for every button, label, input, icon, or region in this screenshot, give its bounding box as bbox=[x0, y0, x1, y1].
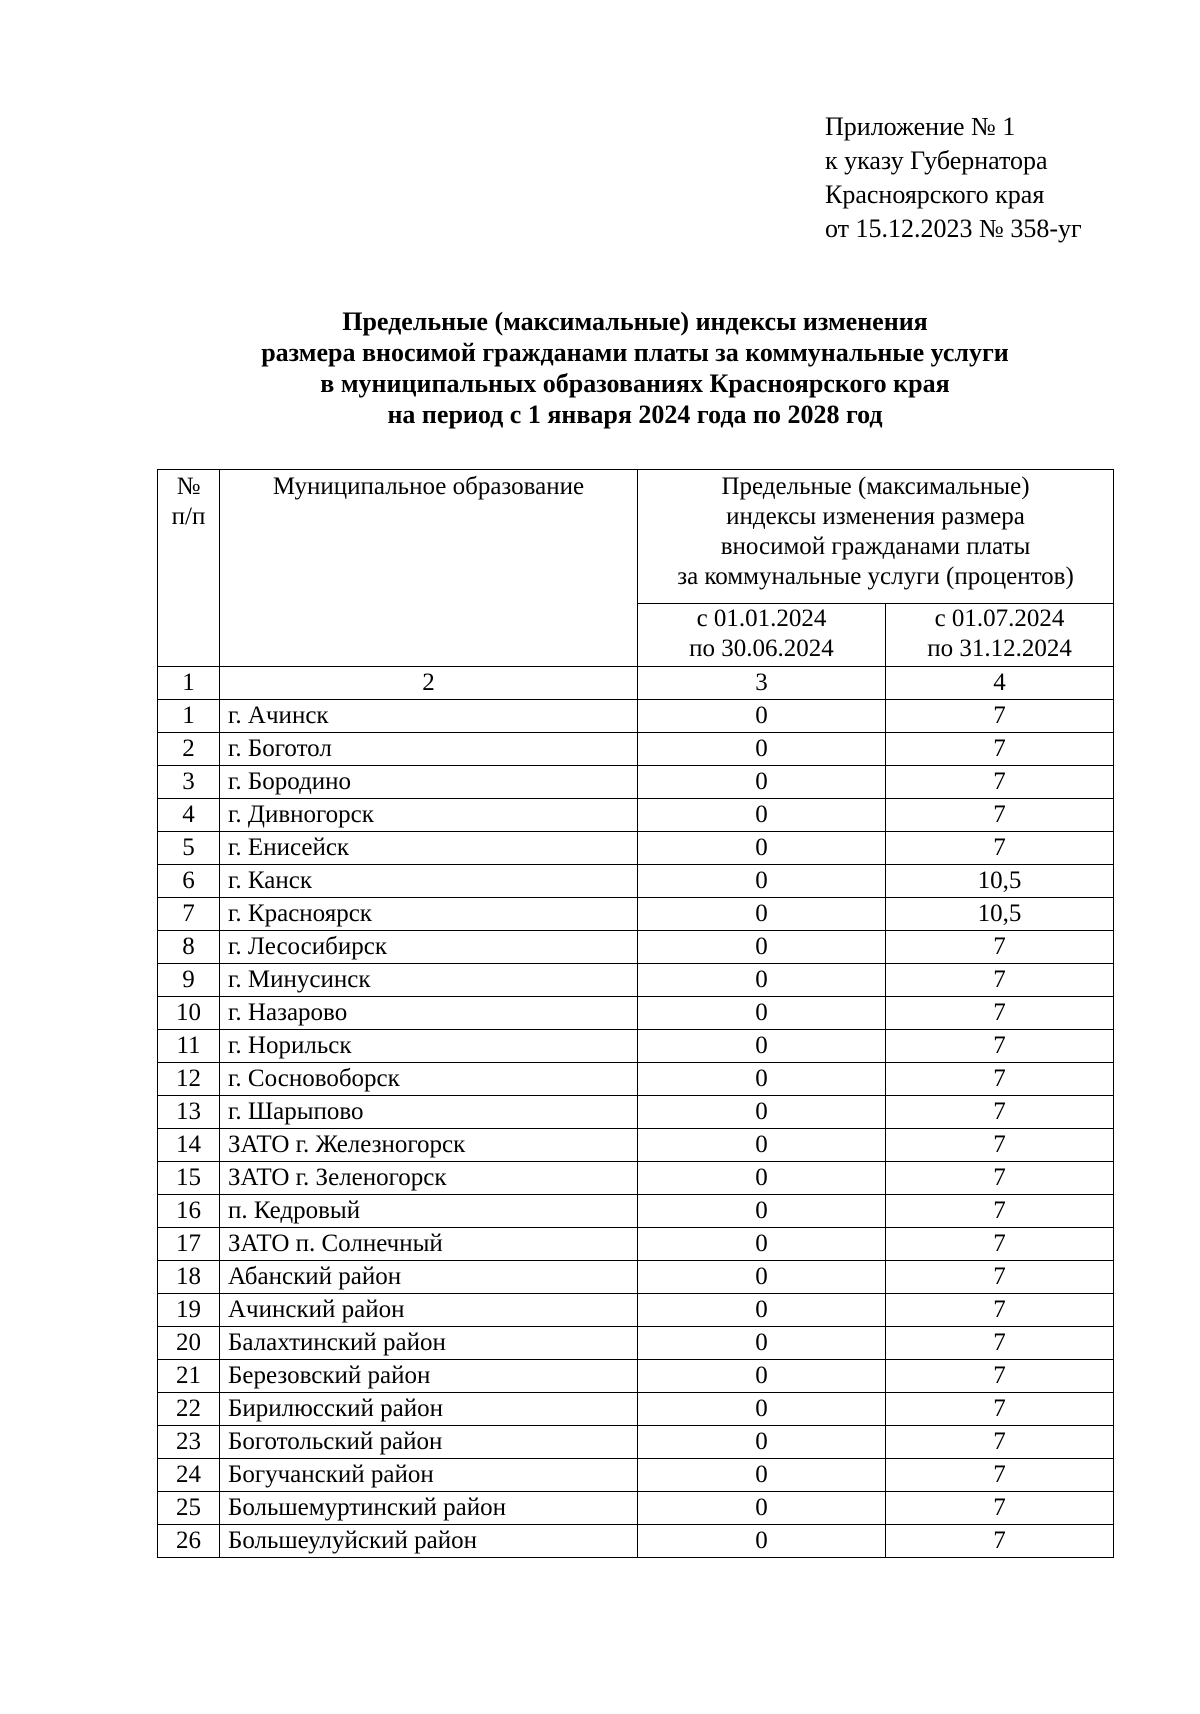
row-municipality: ЗАТО г. Железногорск bbox=[220, 1129, 638, 1162]
period-2-line-1: с 01.07.2024 bbox=[934, 605, 1065, 632]
indices-table bbox=[157, 469, 1114, 1558]
row-index-period-2: 7 bbox=[886, 1492, 1114, 1525]
row-number: 13 bbox=[158, 1096, 220, 1129]
appendix-reference bbox=[825, 110, 1082, 246]
row-index-period-2: 7 bbox=[886, 1459, 1114, 1492]
appendix-line-1: Приложение № 1 bbox=[825, 112, 1016, 141]
header-group-line-4: за коммунальные услуги (процентов) bbox=[677, 563, 1074, 590]
row-index-period-2: 10,5 bbox=[886, 865, 1114, 898]
header-number bbox=[158, 470, 220, 667]
table-row bbox=[158, 898, 1114, 931]
row-index-period-2: 7 bbox=[886, 1195, 1114, 1228]
row-index-period-1: 0 bbox=[638, 1195, 886, 1228]
table-row bbox=[158, 1459, 1114, 1492]
table-row bbox=[158, 1228, 1114, 1261]
table-row bbox=[158, 997, 1114, 1030]
row-number: 3 bbox=[158, 766, 220, 799]
row-index-period-2: 7 bbox=[886, 1327, 1114, 1360]
row-index-period-2: 7 bbox=[886, 1129, 1114, 1162]
row-municipality: Бирилюсский район bbox=[220, 1393, 638, 1426]
table-row bbox=[158, 1393, 1114, 1426]
row-number: 2 bbox=[158, 733, 220, 766]
row-municipality: г. Шарыпово bbox=[220, 1096, 638, 1129]
row-number: 20 bbox=[158, 1327, 220, 1360]
row-municipality: ЗАТО п. Солнечный bbox=[220, 1228, 638, 1261]
table-row bbox=[158, 964, 1114, 997]
row-index-period-2: 7 bbox=[886, 931, 1114, 964]
period-2-line-2: по 31.12.2024 bbox=[927, 635, 1072, 662]
table-row bbox=[158, 766, 1114, 799]
row-number: 7 bbox=[158, 898, 220, 931]
row-index-period-1: 0 bbox=[638, 898, 886, 931]
row-index-period-1: 0 bbox=[638, 1426, 886, 1459]
table-row bbox=[158, 1327, 1114, 1360]
row-index-period-1: 0 bbox=[638, 1096, 886, 1129]
row-index-period-1: 0 bbox=[638, 1063, 886, 1096]
row-municipality: Балахтинский район bbox=[220, 1327, 638, 1360]
row-index-period-2: 7 bbox=[886, 1360, 1114, 1393]
row-number: 18 bbox=[158, 1261, 220, 1294]
appendix-line-3: Красноярского края bbox=[825, 180, 1045, 209]
table-row bbox=[158, 1162, 1114, 1195]
period-1-line-2: по 30.06.2024 bbox=[689, 635, 834, 662]
header-group-line-1: Предельные (максимальные) bbox=[721, 473, 1030, 500]
row-municipality: г. Дивногорск bbox=[220, 799, 638, 832]
row-index-period-1: 0 bbox=[638, 1162, 886, 1195]
table-row bbox=[158, 865, 1114, 898]
row-index-period-2: 7 bbox=[886, 1393, 1114, 1426]
table-row bbox=[158, 1195, 1114, 1228]
column-index-2: 2 bbox=[220, 667, 638, 700]
row-number: 16 bbox=[158, 1195, 220, 1228]
row-index-period-1: 0 bbox=[638, 799, 886, 832]
row-index-period-2: 7 bbox=[886, 733, 1114, 766]
row-index-period-2: 7 bbox=[886, 766, 1114, 799]
row-number: 23 bbox=[158, 1426, 220, 1459]
header-number-line-1: № bbox=[176, 473, 201, 500]
row-municipality: г. Боготол bbox=[220, 733, 638, 766]
row-index-period-1: 0 bbox=[638, 865, 886, 898]
table-row bbox=[158, 1525, 1114, 1558]
row-municipality: г. Красноярск bbox=[220, 898, 638, 931]
row-index-period-2: 7 bbox=[886, 1294, 1114, 1327]
row-index-period-2: 10,5 bbox=[886, 898, 1114, 931]
header-group-line-2: индексы изменения размера bbox=[726, 503, 1025, 530]
row-index-period-1: 0 bbox=[638, 1525, 886, 1558]
title-line-4: на период с 1 января 2024 года по 2028 год bbox=[387, 400, 883, 429]
row-index-period-1: 0 bbox=[638, 1030, 886, 1063]
table-row bbox=[158, 832, 1114, 865]
row-number: 10 bbox=[158, 997, 220, 1030]
table-row bbox=[158, 1492, 1114, 1525]
table-row bbox=[158, 1030, 1114, 1063]
title-line-1: Предельные (максимальные) индексы изменения bbox=[342, 307, 928, 336]
appendix-line-2: к указу Губернатора bbox=[825, 146, 1048, 175]
row-index-period-1: 0 bbox=[638, 997, 886, 1030]
row-index-period-1: 0 bbox=[638, 766, 886, 799]
row-municipality: г. Енисейск bbox=[220, 832, 638, 865]
row-number: 12 bbox=[158, 1063, 220, 1096]
title-line-3: в муниципальных образованиях Красноярского края bbox=[320, 369, 950, 398]
row-number: 26 bbox=[158, 1525, 220, 1558]
row-index-period-1: 0 bbox=[638, 931, 886, 964]
row-index-period-1: 0 bbox=[638, 1294, 886, 1327]
row-index-period-1: 0 bbox=[638, 1393, 886, 1426]
row-municipality: г. Норильск bbox=[220, 1030, 638, 1063]
row-number: 15 bbox=[158, 1162, 220, 1195]
row-number: 4 bbox=[158, 799, 220, 832]
row-index-period-1: 0 bbox=[638, 1459, 886, 1492]
row-number: 24 bbox=[158, 1459, 220, 1492]
title-line-2: размера вносимой гражданами платы за коммунальные услуги bbox=[261, 338, 1009, 367]
table-row bbox=[158, 1063, 1114, 1096]
row-municipality: п. Кедровый bbox=[220, 1195, 638, 1228]
row-index-period-1: 0 bbox=[638, 964, 886, 997]
row-index-period-1: 0 bbox=[638, 1492, 886, 1525]
row-index-period-2: 7 bbox=[886, 832, 1114, 865]
row-municipality: г. Ачинск bbox=[220, 700, 638, 733]
row-municipality: Абанский район bbox=[220, 1261, 638, 1294]
document-title bbox=[130, 306, 1140, 430]
row-index-period-1: 0 bbox=[638, 733, 886, 766]
row-number: 8 bbox=[158, 931, 220, 964]
row-index-period-2: 7 bbox=[886, 700, 1114, 733]
row-index-period-1: 0 bbox=[638, 700, 886, 733]
row-municipality: Березовский район bbox=[220, 1360, 638, 1393]
appendix-line-4: от 15.12.2023 № 358-уг bbox=[825, 214, 1082, 243]
row-municipality: Богучанский район bbox=[220, 1459, 638, 1492]
row-municipality: ЗАТО г. Зеленогорск bbox=[220, 1162, 638, 1195]
row-index-period-1: 0 bbox=[638, 832, 886, 865]
row-number: 19 bbox=[158, 1294, 220, 1327]
row-number: 14 bbox=[158, 1129, 220, 1162]
period-1-line-1: с 01.01.2024 bbox=[696, 605, 827, 632]
row-number: 17 bbox=[158, 1228, 220, 1261]
header-municipality: Муниципальное образование bbox=[220, 470, 638, 667]
row-municipality: г. Канск bbox=[220, 865, 638, 898]
column-index-4: 4 bbox=[886, 667, 1114, 700]
row-municipality: г. Лесосибирск bbox=[220, 931, 638, 964]
row-index-period-2: 7 bbox=[886, 1228, 1114, 1261]
header-indices-group bbox=[638, 470, 1114, 604]
header-group-line-3: вносимой гражданами платы bbox=[720, 533, 1031, 560]
column-index-3: 3 bbox=[638, 667, 886, 700]
table-row bbox=[158, 1294, 1114, 1327]
header-period-1 bbox=[638, 604, 886, 667]
row-municipality: г. Бородино bbox=[220, 766, 638, 799]
row-index-period-1: 0 bbox=[638, 1228, 886, 1261]
row-index-period-2: 7 bbox=[886, 1261, 1114, 1294]
column-index-1: 1 bbox=[158, 667, 220, 700]
row-number: 21 bbox=[158, 1360, 220, 1393]
row-number: 1 bbox=[158, 700, 220, 733]
table-row bbox=[158, 1261, 1114, 1294]
row-index-period-2: 7 bbox=[886, 1525, 1114, 1558]
table-header-row bbox=[158, 470, 1114, 604]
row-municipality: Большемуртинский район bbox=[220, 1492, 638, 1525]
row-index-period-2: 7 bbox=[886, 1162, 1114, 1195]
row-number: 9 bbox=[158, 964, 220, 997]
row-index-period-2: 7 bbox=[886, 997, 1114, 1030]
table-row bbox=[158, 700, 1114, 733]
row-number: 6 bbox=[158, 865, 220, 898]
row-index-period-2: 7 bbox=[886, 1063, 1114, 1096]
row-municipality: Ачинский район bbox=[220, 1294, 638, 1327]
table-row bbox=[158, 1096, 1114, 1129]
row-index-period-2: 7 bbox=[886, 1030, 1114, 1063]
row-municipality: г. Назарово bbox=[220, 997, 638, 1030]
table-row bbox=[158, 1360, 1114, 1393]
row-index-period-1: 0 bbox=[638, 1129, 886, 1162]
table-body bbox=[158, 700, 1114, 1558]
table-row bbox=[158, 799, 1114, 832]
row-number: 11 bbox=[158, 1030, 220, 1063]
row-index-period-2: 7 bbox=[886, 1426, 1114, 1459]
row-index-period-1: 0 bbox=[638, 1360, 886, 1393]
row-index-period-2: 7 bbox=[886, 1096, 1114, 1129]
row-index-period-1: 0 bbox=[638, 1327, 886, 1360]
row-number: 22 bbox=[158, 1393, 220, 1426]
table-row bbox=[158, 1129, 1114, 1162]
table-row bbox=[158, 733, 1114, 766]
column-index-row bbox=[158, 667, 1114, 700]
table-row bbox=[158, 931, 1114, 964]
row-number: 5 bbox=[158, 832, 220, 865]
row-municipality: Боготольский район bbox=[220, 1426, 638, 1459]
row-index-period-2: 7 bbox=[886, 964, 1114, 997]
row-index-period-2: 7 bbox=[886, 799, 1114, 832]
row-number: 25 bbox=[158, 1492, 220, 1525]
table-row bbox=[158, 1426, 1114, 1459]
header-number-line-2: п/п bbox=[171, 503, 206, 530]
row-municipality: Большеулуйский район bbox=[220, 1525, 638, 1558]
row-municipality: г. Минусинск bbox=[220, 964, 638, 997]
row-index-period-1: 0 bbox=[638, 1261, 886, 1294]
row-municipality: г. Сосновоборск bbox=[220, 1063, 638, 1096]
header-period-2 bbox=[886, 604, 1114, 667]
